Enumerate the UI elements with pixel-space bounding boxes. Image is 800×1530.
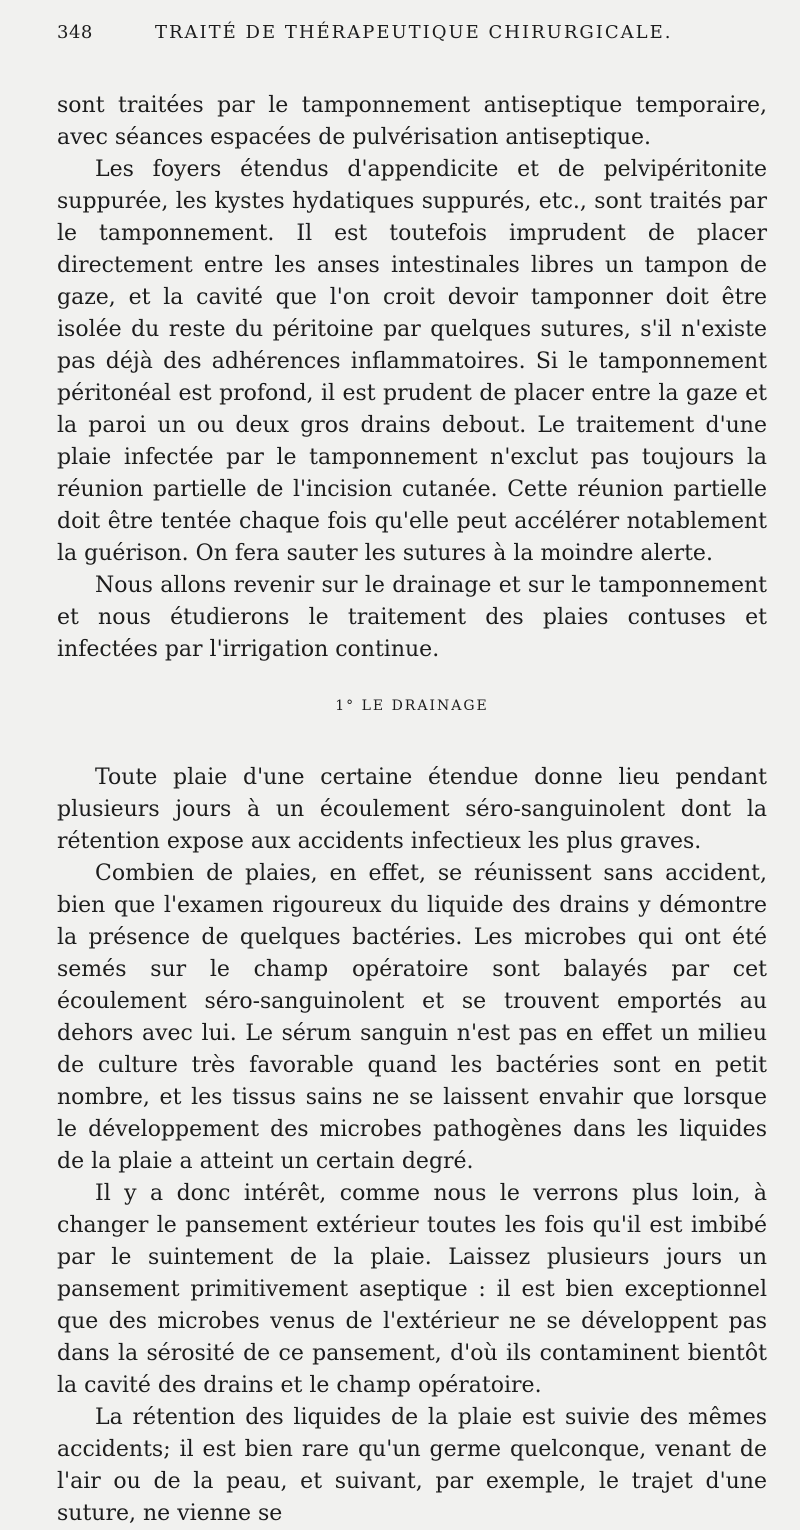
paragraph-5: Combien de plaies, en effet, se réunissent sans accident, bien que l'examen rigoureux du liquide des drains y démontre la présence de quelques bactéries. Les microbes qui ont été semés sur le champ opératoire sont balayés par cet écoulement séro-sanguinolent et se trouvent emportés au dehors avec lui. Le sérum sanguin n'est pas en effet un milieu de culture très favorable quand les bactéries sont en petit nombre, et les tissus sains ne se laissent envahir que lorsque le développement des microbes pathogènes dans les liquides de la plaie a atteint un certain degré. <box>57 861 767 1174</box>
section-heading: 1° LE DRAINAGE <box>335 698 489 714</box>
running-title: TRAITÉ DE THÉRAPEUTIQUE CHIRURGICALE. <box>155 22 673 43</box>
page-body <box>57 90 767 1530</box>
paragraph-1: sont traitées par le tamponnement antiseptique temporaire, avec séances espacées de pulvérisation antiseptique. <box>57 93 767 150</box>
paragraph-3: Nous allons revenir sur le drainage et sur le tamponnement et nous étudierons le traitement des plaies contuses et infectées par l'irrigation continue. <box>57 573 767 662</box>
paragraph-6: Il y a donc intérêt, comme nous le verrons plus loin, à changer le pansement extérieur toutes les fois qu'il est imbibé par le suintement de la plaie. Laissez plusieurs jours un pansement primitivement aseptique : il est bien exceptionnel que des microbes venus de l'extérieur ne se développent pas dans la sérosité de ce pansement, d'où ils contaminent bientôt la cavité des drains et le champ opératoire. <box>57 1181 767 1398</box>
paragraph-7: La rétention des liquides de la plaie est suivie des mêmes accidents; il est bien rare qu'un germe quelconque, venant de l'air ou de la peau, et suivant, par exemple, le trajet d'une suture, ne vienne se <box>57 1405 767 1526</box>
page-number: 348 <box>57 22 93 43</box>
paragraph-2: Les foyers étendus d'appendicite et de pelvipéritonite suppurée, les kystes hydatiques suppurés, etc., sont traités par le tamponnement. Il est toutefois imprudent de placer directement entre les anses intestinales libres un tampon de gaze, et la cavité que l'on croit devoir tamponner doit être isolée du reste du péritoine par quelques sutures, s'il n'existe pas déjà des adhérences inflammatoires. Si le tamponnement péritonéal est profond, il est prudent de placer entre la gaze et la paroi un ou deux gros drains debout. Le traitement d'une plaie infectée par le tamponnement n'exclut pas toujours la réunion partielle de l'incision cutanée. Cette réunion partielle doit être tentée chaque fois qu'elle peut accélérer notablement la guérison. On fera sauter les sutures à la moindre alerte. <box>57 157 767 566</box>
paragraph-4: Toute plaie d'une certaine étendue donne lieu pendant plusieurs jours à un écoulement séro-sanguinolent dont la rétention expose aux accidents infectieux les plus graves. <box>57 765 767 854</box>
running-head <box>57 22 767 64</box>
